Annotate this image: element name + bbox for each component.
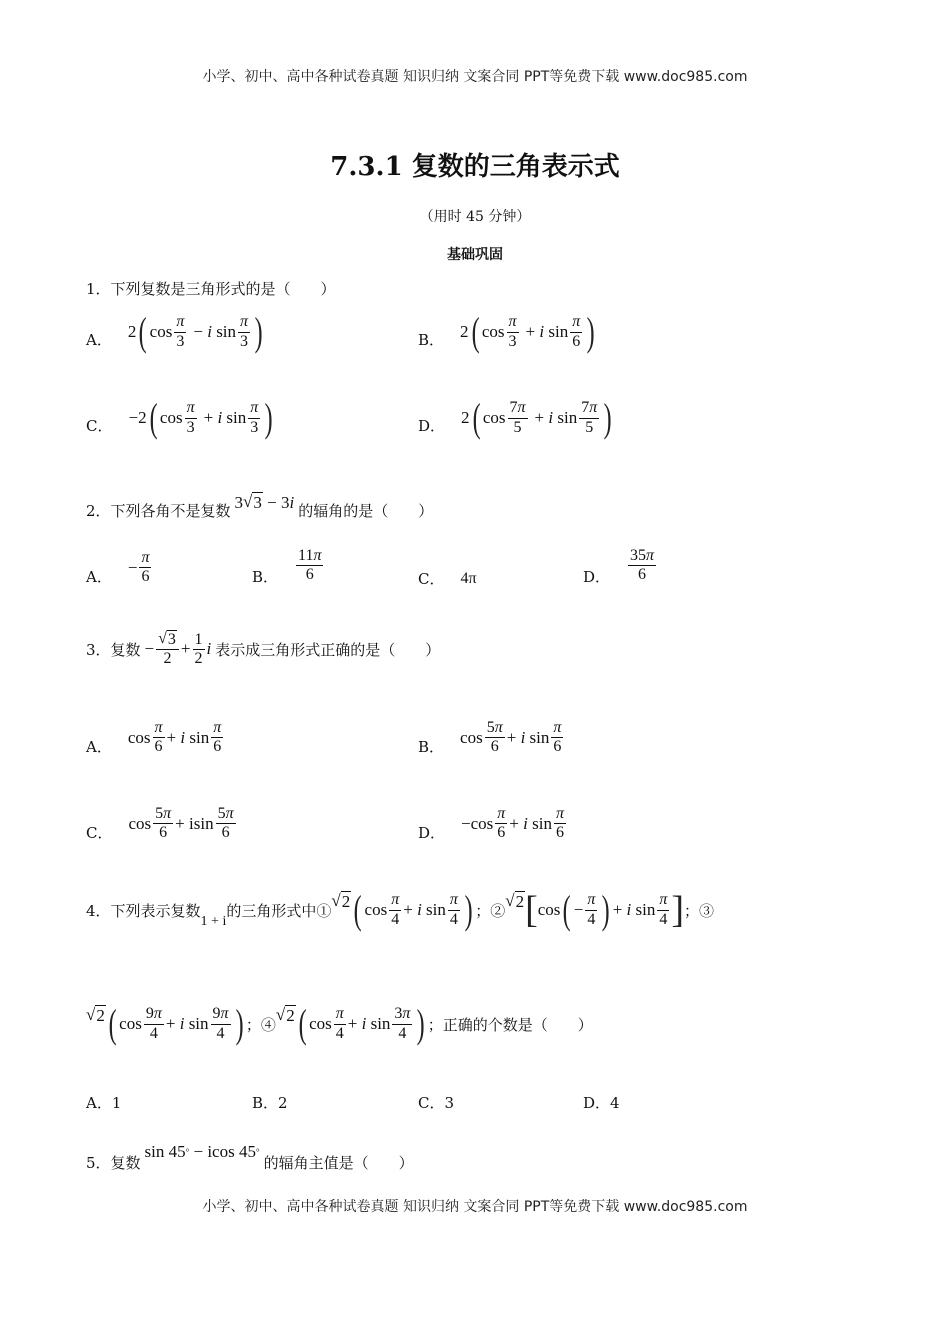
q4-option-d — [583, 1092, 620, 1113]
formula: −2 ( cos $\frac{\pi}{3}$ + i sin $\frac{\pi}{3}$ ) — [128, 395, 273, 440]
q2-option-d — [583, 544, 658, 587]
q4-complex: 1 + i — [200, 914, 227, 929]
option-label: B． — [418, 738, 445, 756]
q5-stem — [86, 1130, 414, 1173]
option-label: A． — [86, 330, 112, 349]
q4-stem-line2 — [86, 1001, 593, 1046]
q2-complex: 3 √ 3 − 3 i — [234, 492, 295, 512]
option-label: B． — [418, 330, 445, 349]
formula: cos $\frac{\pi}{6}$ + i sin $\frac{\pi}{6}$ — [127, 718, 222, 755]
section-heading: 基础巩固 — [447, 247, 503, 263]
page-footer: 小学、初中、高中各种试卷真题 知识归纳 文案合同 PPT等免费下载 www.doc985.com — [202, 1199, 748, 1215]
q2-stem-prefix: 2．下列各角不是复数 — [86, 502, 231, 520]
formula: cos $\frac{5\pi}{6}$ + i sin $\frac{\pi}{6}$ — [460, 718, 562, 755]
option-value: 4 — [610, 1093, 620, 1112]
option-label: C． — [86, 824, 113, 842]
q3-stem-prefix: 3．复数 — [86, 640, 141, 659]
document-title: 7.3.1 复数的三角表示式 — [330, 152, 620, 182]
q1-option-a — [86, 309, 265, 354]
q4-sep-3: ；④ — [245, 1015, 276, 1034]
option-label: A． — [86, 568, 112, 586]
q2-option-a — [86, 548, 153, 587]
option-label: B． — [252, 568, 279, 586]
formula: −cos $\frac{\pi}{6}$ + i sin $\frac{\pi}{6}$ — [461, 804, 564, 841]
option-label: C． — [418, 1094, 445, 1112]
q3-option-b — [418, 718, 565, 757]
q3-complex: − √ 3 2 + $\frac{1}{2}$ i — [144, 630, 212, 668]
formula: 2 ( cos $\frac{\pi}{3}$ − i sin $\frac{\pi}{3}$ ) — [127, 309, 263, 354]
option-value: 3 — [444, 1093, 455, 1112]
q3-option-d — [418, 804, 568, 843]
q1-option-b — [418, 309, 598, 354]
q4-sep-1: ；② — [475, 901, 506, 920]
q4-stem-mid: 的三角形式中① — [226, 901, 332, 920]
formula: 2 ( cos $\frac{7\pi}{5}$ + i sin $\frac{7\pi}{5}$ ) — [461, 395, 612, 440]
formula: 4π — [460, 569, 477, 587]
formula: cos $\frac{5\pi}{6}$ + isin $\frac{5\pi}{6}$ — [128, 804, 234, 841]
option-label: C． — [418, 570, 445, 588]
q3-stem-suffix: 表示成三角形式正确的是（ ） — [215, 640, 441, 659]
q4-form-4: √ 2 ( cos $\frac{\pi}{4}$ + i sin $\frac{3\pi}{4}$ ) — [275, 1001, 426, 1046]
q2-stem-suffix: 的辐角的是（ ） — [298, 502, 434, 520]
q3-option-c — [86, 804, 238, 843]
option-value: 1 — [111, 1093, 122, 1112]
q5-stem-prefix: 5．复数 — [86, 1154, 141, 1172]
q3-option-a — [86, 718, 225, 757]
page-header: 小学、初中、高中各种试卷真题 知识归纳 文案合同 PPT等免费下载 www.doc985.com — [202, 69, 748, 85]
q4-stem-suffix: ；正确的个数是（ ） — [427, 1015, 593, 1034]
formula: $\frac{35\pi}{6}$ — [630, 546, 655, 583]
q4-form-2: √ 2 [ cos ( − $\frac{\pi}{4}$ ) + i sin $\frac{\pi}{4}$ ] — [505, 887, 685, 932]
time-limit: （用时 45 分钟） — [419, 209, 531, 225]
option-label: B． — [252, 1094, 279, 1112]
q3-stem — [86, 630, 440, 669]
q5-stem-suffix: 的辐角主值是（ ） — [263, 1154, 414, 1172]
option-value: 2 — [278, 1093, 288, 1112]
option-label: D． — [418, 824, 446, 842]
formula: − $\frac{\pi}{6}$ — [127, 548, 150, 585]
q5-complex: sin 45 ° − icos 45 ° — [144, 1141, 260, 1161]
q4-option-b — [252, 1092, 288, 1113]
q2-option-b — [252, 544, 325, 587]
q4-stem-line1 — [86, 887, 715, 932]
q1-stem: 1．下列复数是三角形式的是（ ） — [86, 280, 336, 298]
q4-form-1: √ 2 ( cos $\frac{\pi}{4}$ + i sin $\frac{\pi}{4}$ ) — [331, 887, 473, 932]
q2-option-c — [418, 568, 477, 589]
option-label: D． — [418, 416, 446, 435]
option-label: A． — [86, 738, 112, 756]
q4-stem-prefix: 4．下列表示复数 — [86, 901, 201, 920]
formula: $\frac{11\pi}{6}$ — [298, 546, 322, 583]
option-label: D． — [583, 1094, 611, 1112]
option-label: A． — [86, 1094, 112, 1112]
q4-form-3: √ 2 ( cos $\frac{9\pi}{4}$ + i sin $\frac{9\pi}{4}$ ) — [86, 1001, 244, 1046]
q1-option-c — [86, 395, 276, 440]
q4-sep-2: ；③ — [684, 901, 715, 920]
option-label: D． — [583, 568, 611, 586]
q4-option-c — [418, 1092, 454, 1113]
option-label: C． — [86, 416, 113, 435]
q2-stem — [86, 484, 433, 521]
q4-option-a — [86, 1092, 121, 1113]
q1-option-d — [418, 395, 615, 440]
formula: 2 ( cos $\frac{\pi}{3}$ + i sin $\frac{\pi}{6}$ ) — [460, 309, 595, 354]
